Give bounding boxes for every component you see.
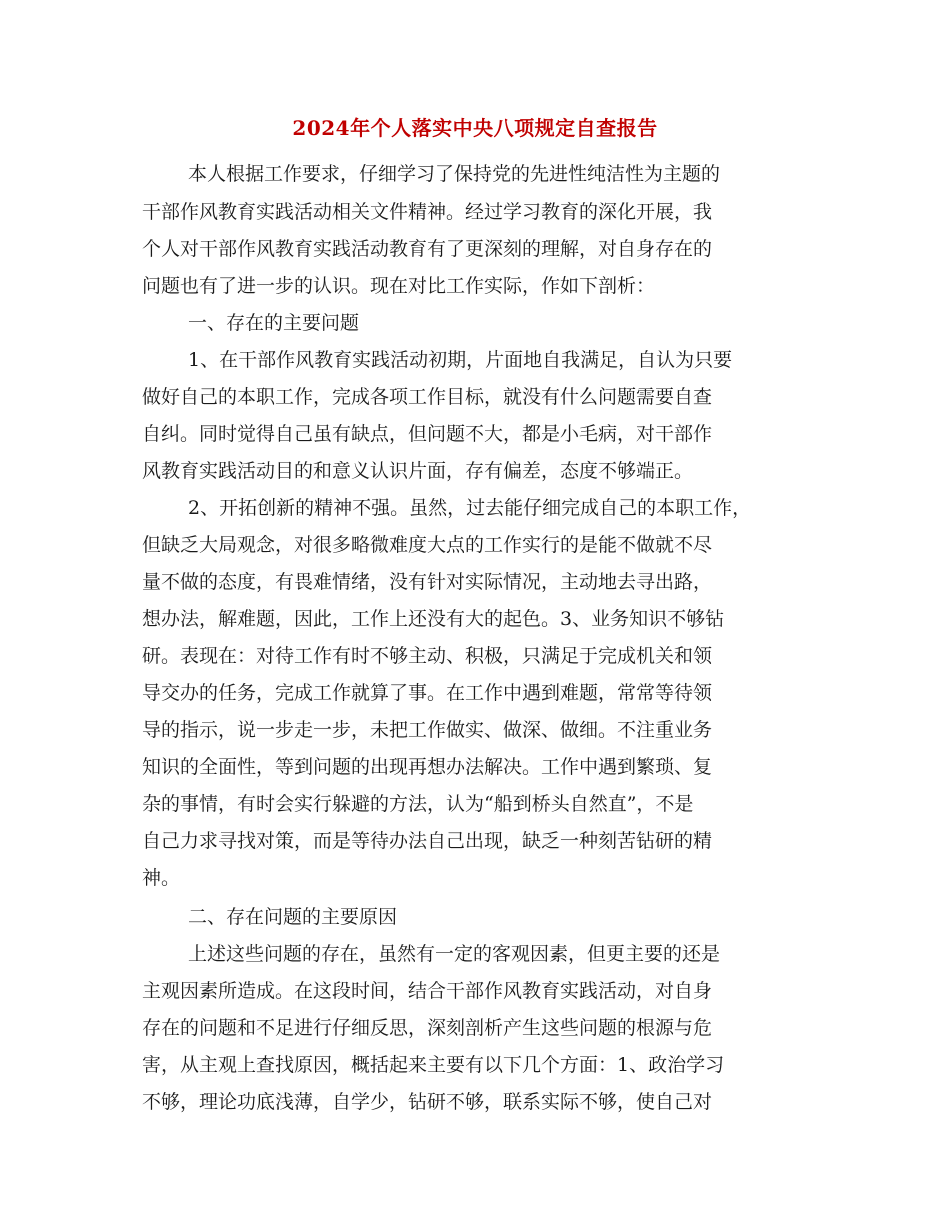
paragraph-line: 知识的全面性，等到问题的出现再想办法解决。工作中遇到繁琐、复 bbox=[142, 756, 713, 778]
paragraph-line: 导交办的任务，完成工作就算了事。在工作中遇到难题，常常等待领 bbox=[142, 682, 713, 704]
paragraph-line: 做好自己的本职工作，完成各项工作目标，就没有什么问题需要自查 bbox=[142, 386, 713, 408]
paragraph-line: 但缺乏大局观念，对很多略微难度大点的工作实行的是能不做就不尽 bbox=[142, 534, 713, 556]
paragraph-line: 不够，理论功底浅薄，自学少，钻研不够，联系实际不够，使自己对 bbox=[142, 1091, 713, 1113]
paragraph-line: 2、开拓创新的精神不强。虽然，过去能仔细完成自己的本职工作， bbox=[188, 497, 752, 519]
paragraph-line: 1、在干部作风教育实践活动初期，片面地自我满足，自认为只要 bbox=[188, 349, 733, 371]
paragraph-line: 杂的事情，有时会实行躲避的方法，认为“船到桥头自然直”，不是 bbox=[142, 793, 694, 815]
paragraph-line: 想办法，解难题，因此，工作上还没有大的起色。3、业务知识不够钻 bbox=[142, 608, 725, 630]
paragraph-line: 存在的问题和不足进行仔细反思，深刻剖析产生这些问题的根源与危 bbox=[142, 1017, 713, 1039]
section-heading: 二、存在问题的主要原因 bbox=[188, 906, 398, 928]
paragraph-line: 个人对干部作风教育实践活动教育有了更深刻的理解，对自身存在的 bbox=[142, 238, 713, 260]
section-heading: 一、存在的主要问题 bbox=[188, 312, 360, 334]
paragraph-line: 本人根据工作要求，仔细学习了保持党的先进性纯洁性为主题的 bbox=[188, 163, 721, 185]
paragraph-line: 害，从主观上查找原因，概括起来主要有以下几个方面：1、政治学习 bbox=[142, 1054, 725, 1076]
paragraph-line: 主观因素所造成。在这段时间，结合干部作风教育实践活动，对自身 bbox=[142, 980, 713, 1002]
document-title: 2024年个人落实中央八项规定自查报告 bbox=[292, 116, 658, 140]
paragraph-line: 导的指示，说一步走一步，未把工作做实、做深、做细。不注重业务 bbox=[142, 719, 713, 741]
paragraph-line: 干部作风教育实践活动相关文件精神。经过学习教育的深化开展，我 bbox=[142, 201, 713, 223]
paragraph-line: 上述这些问题的存在，虽然有一定的客观因素，但更主要的还是 bbox=[188, 943, 721, 965]
paragraph-line: 自己力求寻找对策，而是等待办法自己出现，缺乏一种刻苦钻研的精 bbox=[142, 830, 713, 852]
paragraph-line: 量不做的态度，有畏难情绪，没有针对实际情况，主动地去寻出路， bbox=[142, 571, 713, 593]
paragraph-line: 问题也有了进一步的认识。现在对比工作实际，作如下剖析： bbox=[142, 275, 656, 297]
paragraph-line: 风教育实践活动目的和意义认识片面，存有偏差，态度不够端正。 bbox=[142, 460, 694, 482]
paragraph-line: 研。表现在：对待工作有时不够主动、积极，只满足于完成机关和领 bbox=[142, 645, 713, 667]
paragraph-line: 自纠。同时觉得自己虽有缺点，但问题不大，都是小毛病，对干部作 bbox=[142, 423, 713, 445]
paragraph-line: 神。 bbox=[142, 867, 181, 889]
